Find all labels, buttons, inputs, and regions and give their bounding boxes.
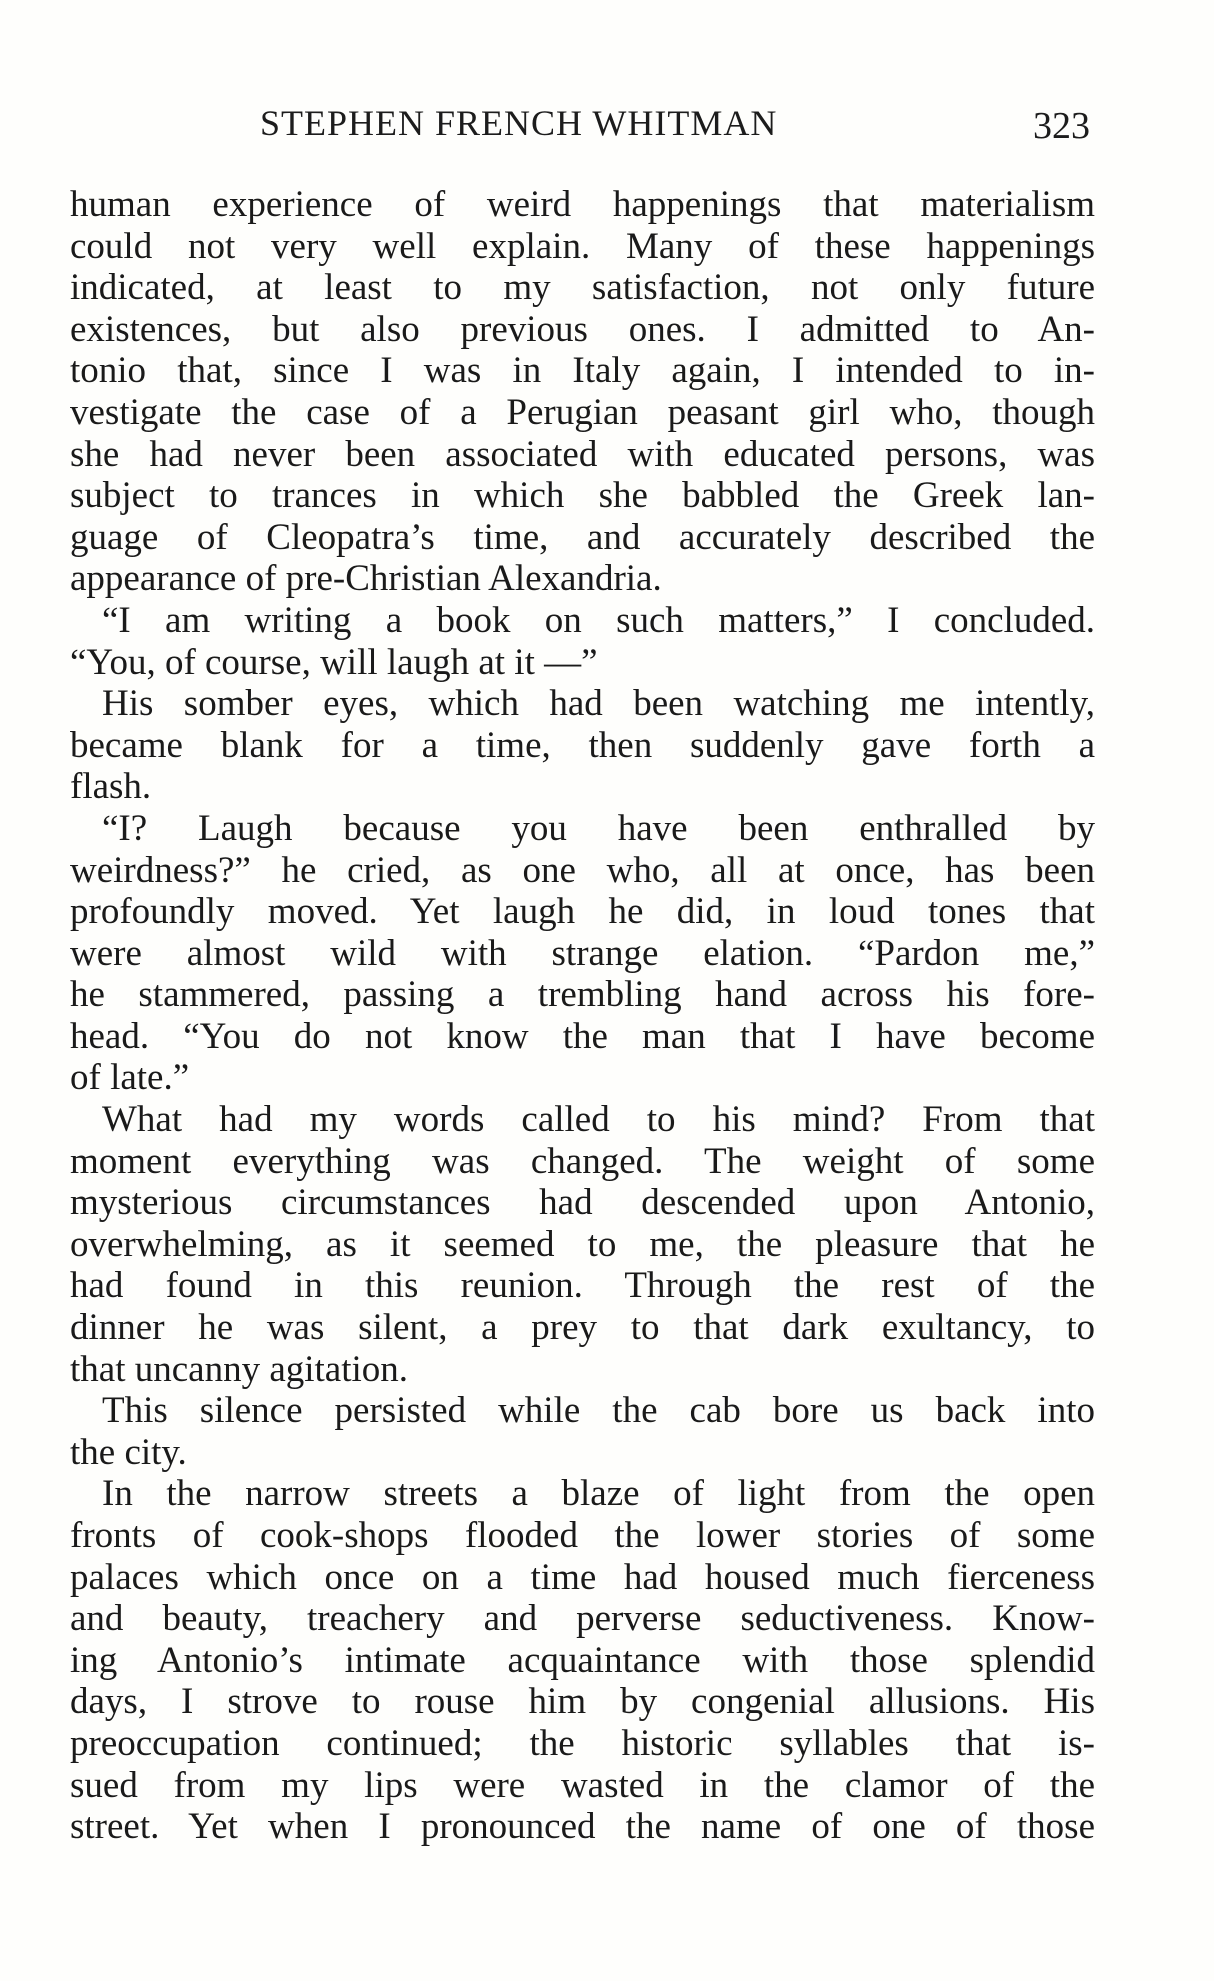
text-line: days, I strove to rouse him by congenial allusions. His [70,1681,1095,1723]
text-line: preoccupation continued; the historic syllables that is- [70,1722,1095,1764]
text-line: human experience of weird happenings that materialism [70,184,1095,225]
text-line: became blank for a time, then suddenly gave forth a [70,724,1095,766]
text-line: could not very well explain. Many of these happenings [70,225,1095,267]
text-line: palaces which once on a time had housed much fierceness [70,1556,1095,1598]
text-line: the city. [70,1431,187,1473]
text-line: His somber eyes, which had been watching me intently, [102,683,1095,725]
text-line: had found in this reunion. Through the rest of the [70,1265,1095,1307]
text-line: vestigate the case of a Perugian peasant girl who, though [70,391,1095,433]
text-line: guage of Cleopatra’s time, and accurately described the [70,516,1095,558]
text-line: fronts of cook-shops flooded the lower stories of some [70,1515,1095,1556]
text-line: mysterious circumstances had descended upon Antonio, [70,1182,1095,1224]
text-line: of late.” [70,1057,190,1099]
text-line: In the narrow streets a blaze of light from the open [102,1473,1095,1515]
text-line: indicated, at least to my satisfaction, not only future [70,267,1095,309]
text-line: sued from my lips were wasted in the clamor of the [70,1764,1095,1806]
text-line: “I am writing a book on such matters,” I concluded. [102,599,1095,641]
text-line: profoundly moved. Yet laugh he did, in loud tones that [70,891,1095,933]
text-line: dinner he was silent, a prey to that dark exultancy, to [70,1307,1095,1349]
text-line: she had never been associated with educated persons, was [70,433,1095,475]
text-line: This silence persisted while the cab bore us back into [102,1390,1095,1432]
text-line: he stammered, passing a trembling hand across his fore- [70,974,1095,1016]
text-line: were almost wild with strange elation. “Pardon me,” [70,932,1095,974]
text-line: What had my words called to his mind? From that [102,1099,1095,1141]
text-line: ing Antonio’s intimate acquaintance with those splendid [70,1639,1095,1681]
page-header [70,96,1090,156]
text-line: weirdness?” he cried, as one who, all at once, has been [70,849,1095,891]
text-line: existences, but also previous ones. I admitted to An- [70,308,1095,350]
running-title: STEPHEN FRENCH WHITMAN [260,103,778,143]
text-line: overwhelming, as it seemed to me, the pleasure that he [70,1223,1095,1265]
text-line: moment everything was changed. The weight of some [70,1140,1095,1182]
body-text [70,184,1095,1848]
text-line: “I? Laugh because you have been enthralled by [102,807,1095,849]
text-line: tonio that, since I was in Italy again, I intended to in- [70,350,1095,392]
page-number: 323 [1033,105,1090,147]
text-line: appearance of pre-Christian Alexandria. [70,558,662,600]
text-line: and beauty, treachery and perverse seductiveness. Know- [70,1598,1095,1640]
text-line: flash. [70,766,152,808]
text-line: “You, of course, will laugh at it —” [70,641,598,683]
text-line: that uncanny agitation. [70,1348,409,1390]
text-line: head. “You do not know the man that I have become [70,1015,1095,1057]
text-line: subject to trances in which she babbled the Greek lan- [70,475,1095,517]
text-line: street. Yet when I pronounced the name of one of those [70,1806,1095,1848]
